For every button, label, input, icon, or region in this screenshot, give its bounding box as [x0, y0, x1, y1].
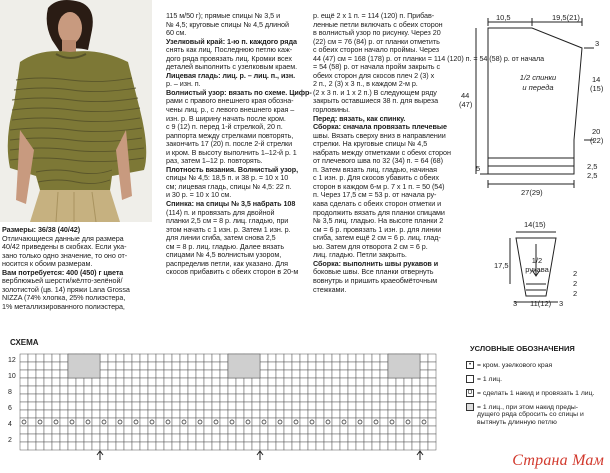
text-line: Плотность вязания. Волнистый узор, — [166, 164, 299, 174]
text-line: Вам потребуется: 400 (450) г цвета — [2, 267, 124, 277]
text-line: 40/42 приведены в скобках. Если ука- — [2, 242, 127, 252]
row-number: 2 — [8, 437, 12, 444]
text-line: Размеры: 36/38 (40/42) — [2, 225, 81, 234]
sleeve-bottom-right: 3 — [559, 299, 564, 308]
text-line: Лицевая гладь: лиц. р. – лиц. п., изн. — [166, 70, 296, 80]
text-line: сторон в каждом 6-м р. 7 х 1 п. = 50 (54) — [313, 181, 445, 191]
legend-heading: УСЛОВНЫЕ ОБОЗНАЧЕНИЯ — [470, 344, 575, 353]
text-line: боковые швы. Все планки отвернуть — [313, 267, 434, 277]
text-line: швы. Вязать сверху вниз в направлении — [313, 130, 446, 140]
sleeve-band-3: 2 — [573, 289, 578, 298]
watermark-logo: Страна Мам — [512, 452, 604, 469]
text-line: раз, затем 1–12 р. повторять. — [166, 156, 263, 166]
sleeve-band-2: 2 — [573, 279, 578, 288]
text-line: 44 (47) см = 168 (178) р. от планки = 114 (120) п. = 54 (58) р. от начала — [313, 53, 545, 63]
text-column-middle — [166, 12, 312, 277]
dim-right-2: 14 — [592, 75, 601, 84]
text-line: изн. р. В ширину начать после кром. — [166, 113, 286, 123]
text-line: лиц. гладью. Петли закрыть. — [313, 250, 407, 260]
text-line: зано только одно значение, то оно от- — [2, 250, 128, 260]
text-line: спицами № 4,5 волнистым узором, — [166, 250, 282, 260]
chart-heading: СХЕМА — [10, 338, 39, 347]
text-line: ленные петли включать с обеих сторон — [313, 19, 443, 29]
knitting-chart-grid — [6, 348, 446, 460]
text-line: в волнистый узор по рисунку. Через 20 — [313, 28, 441, 38]
text-line: этом начать с 1 изн. р. Затем 1 изн. р. — [166, 224, 291, 234]
dim-top-right: 19,5(21) — [552, 13, 580, 22]
text-line: продолжить вязать для планки спицами — [313, 207, 445, 217]
text-line: 115 м/50 г); прямые спицы № 3,5 и — [166, 11, 281, 20]
text-line: верблюжьей шерсти/жёлто-зелёной/ — [2, 276, 123, 286]
diagram-label-2: и переда — [522, 83, 554, 92]
sleeve-top-width: 14(15) — [524, 220, 546, 229]
text-line: = 54 (58) р. от начала пройм закрыть с — [313, 62, 440, 72]
row-number: 4 — [8, 421, 12, 428]
text-line: дого ряда провязать лиц. Кромки всех — [166, 53, 292, 63]
text-line: см = 8 р. лиц. гладью. Далее вязать — [166, 241, 285, 251]
back-front-pattern-diagram — [460, 8, 608, 198]
legend-yarnover-icon: O — [467, 390, 473, 396]
sleeve-bottom-left: 3 — [513, 299, 518, 308]
text-line: (22) см = 76 (84) р. от планки отметить — [313, 36, 440, 46]
text-line: с 9 (12) п. перед 1-й стрелкой, 20 п. — [166, 122, 283, 132]
dim-height: 44 — [461, 91, 470, 100]
text-line: обеих сторон для скосов плеч 2 (3) х — [313, 70, 435, 80]
text-line: Перед: вязать, как спинку. — [313, 113, 406, 123]
legend-drop-icon — [466, 403, 474, 411]
row-number: 12 — [8, 357, 16, 364]
text-line: носится к обоим размерам. — [2, 259, 93, 269]
text-line: № 3,5 лиц. гладью. На высоте планки 2 — [313, 216, 444, 226]
legend-item-drop: = 1 лиц., при этом накид преды- — [466, 403, 578, 412]
text-line: спицы № 4,5: 18,5 п. и 38 р. = 10 х 10 — [166, 173, 289, 183]
sleeve-height: 17,5 — [494, 261, 509, 270]
text-line: раппорта между стрелками повторять, — [166, 130, 294, 140]
row-number: 10 — [8, 373, 16, 380]
text-line: п. Через 17,5 см = 53 р. от начала ру- — [313, 190, 437, 200]
drop-stitch-block — [228, 354, 260, 378]
legend-item-drop-3: вытянуть длинную петлю — [477, 419, 557, 426]
text-line: кава сделать с обеих сторон отметки и — [313, 199, 442, 209]
text-line: р. – изн. п. — [166, 79, 201, 89]
sleeve-label-2: рукава — [525, 265, 549, 274]
text-line: скосов прибавить с обеих сторон в 20-м — [166, 267, 299, 277]
text-line: Сборка: выполнить швы рукавов и — [313, 258, 439, 268]
sleeve-bottom-width: 11(12) — [530, 299, 552, 308]
text-line: (114) п. и провязать для двойной — [166, 207, 275, 217]
dim-small-right-1: 2,5 — [587, 162, 598, 171]
text-line: р. ещё 2 х 1 п. = 114 (120) п. Прибав- — [313, 11, 435, 20]
model-photo — [0, 0, 152, 222]
text-line: горловины. — [313, 105, 350, 115]
legend-item-edge: • = кром. узелкового края — [466, 361, 552, 370]
sleeve-label-1: 1/2 — [531, 256, 543, 265]
text-line: закончить 17 (20) п. после 2-й стрелки — [166, 139, 293, 149]
text-line: п. Затем вязать лиц. гладью, начиная — [313, 164, 437, 174]
text-line: 2 п., 2 (3) х 3 п., в каждом 2-м р. — [313, 79, 418, 89]
text-line: Узелковый край: 1-ю п. каждого ряда — [166, 36, 297, 46]
text-line: золотистой (цв. 14) пряжи Lana Grossa — [2, 284, 130, 294]
text-line: 1% металлизированного полиэстера, — [2, 301, 125, 311]
text-line: снять как лиц. Последнюю петлю каж- — [166, 45, 293, 55]
dim-right-1: 3 — [595, 39, 600, 48]
drop-stitch-block — [388, 354, 420, 378]
legend-item-knit: = 1 лиц. — [466, 375, 502, 384]
text-line: 60 см. — [166, 28, 187, 38]
text-line: и кром. В высоту выполнить 1–12-й р. 1 — [166, 147, 297, 157]
dim-right-5: (22) — [590, 136, 604, 145]
row-number: 6 — [8, 405, 12, 412]
text-line: № 4,5; круговые спицы № 4,5 длиной — [166, 19, 289, 29]
text-line: планки 2,5 см = 8 р. лиц. гладью, при — [166, 216, 289, 226]
dim-top-left: 10,5 — [496, 13, 511, 22]
text-line: распределив петли, как указано. Для — [166, 258, 288, 268]
row-number: 8 — [8, 389, 12, 396]
text-line: с обеих сторон начало проймы. Через — [313, 45, 439, 55]
text-line: Сборка: сначала провязать плечевые — [313, 122, 447, 132]
sleeve-band-1: 2 — [573, 269, 578, 278]
text-line: стежками. — [313, 284, 347, 294]
text-line: рами с правого внешнего края обозна- — [166, 96, 294, 106]
text-line: и 30 р. = 10 х 10 см. — [166, 190, 232, 200]
text-line: деталей выполнить с узелковым краем. — [166, 62, 298, 72]
text-line: см = 6 р. провязать 1 изн. р. для линии — [313, 224, 442, 234]
text-line: чены лиц. р., с левого внешнего края – — [166, 105, 295, 115]
text-line: NIZZA (74% хлопка, 25% полиэстера, — [2, 293, 126, 303]
dim-small-left: 5 — [476, 164, 481, 173]
text-line: Спинка: на спицы № 3,5 набрать 108 — [166, 199, 296, 209]
text-line: стрелки. На круговые спицы № 4,5 — [313, 139, 428, 149]
legend-dot-icon: • — [466, 361, 474, 369]
legend-item-drop-2: дущего ряда сбросить со спицы и — [477, 411, 584, 418]
text-column-left — [2, 226, 130, 311]
text-line: от плечевого шва по 32 (34) п. = 64 (68) — [313, 156, 443, 166]
dim-height-alt: (47) — [459, 100, 473, 109]
legend-knit-icon — [466, 375, 474, 383]
text-line: вовнутрь и пришить краеобмёточным — [313, 275, 438, 285]
text-line: для линии сгиба, затем снова 2,5 — [166, 233, 276, 243]
diagram-label-1: 1/2 спинки — [519, 73, 557, 82]
text-line: с 1 изн. р. Для скосов убавить с обеих — [313, 173, 439, 183]
dim-bottom-width: 27(29) — [521, 188, 543, 197]
text-line: см; лицевая гладь, спицы № 4,5: 22 п. — [166, 181, 292, 191]
dim-right-4: 20 — [592, 127, 601, 136]
drop-stitch-block — [68, 354, 100, 378]
text-line: сгиба, затем ещё 2 см = 6 р. лиц. глад- — [313, 233, 441, 243]
text-line: набрать между отметками с обеих сторон — [313, 147, 451, 157]
dim-right-3: (15) — [590, 84, 604, 93]
dim-small-right-2: 2,5 — [587, 171, 598, 180]
text-line: Отличающиеся данные для размера — [2, 233, 124, 243]
text-line: ью. Затем для отворота 2 см = 6 р. — [313, 241, 428, 251]
text-line: Волнистый узор: вязать по схеме. Цифр- — [166, 87, 312, 97]
text-line: (2 х 3 п. и 1 х 2 п.) В следующем ряду — [313, 87, 437, 97]
text-line: закрыть оставшиеся 38 п. для выреза — [313, 96, 439, 106]
legend-item-yarnover: O = сделать 1 накид и провязать 1 лиц. — [467, 389, 595, 397]
